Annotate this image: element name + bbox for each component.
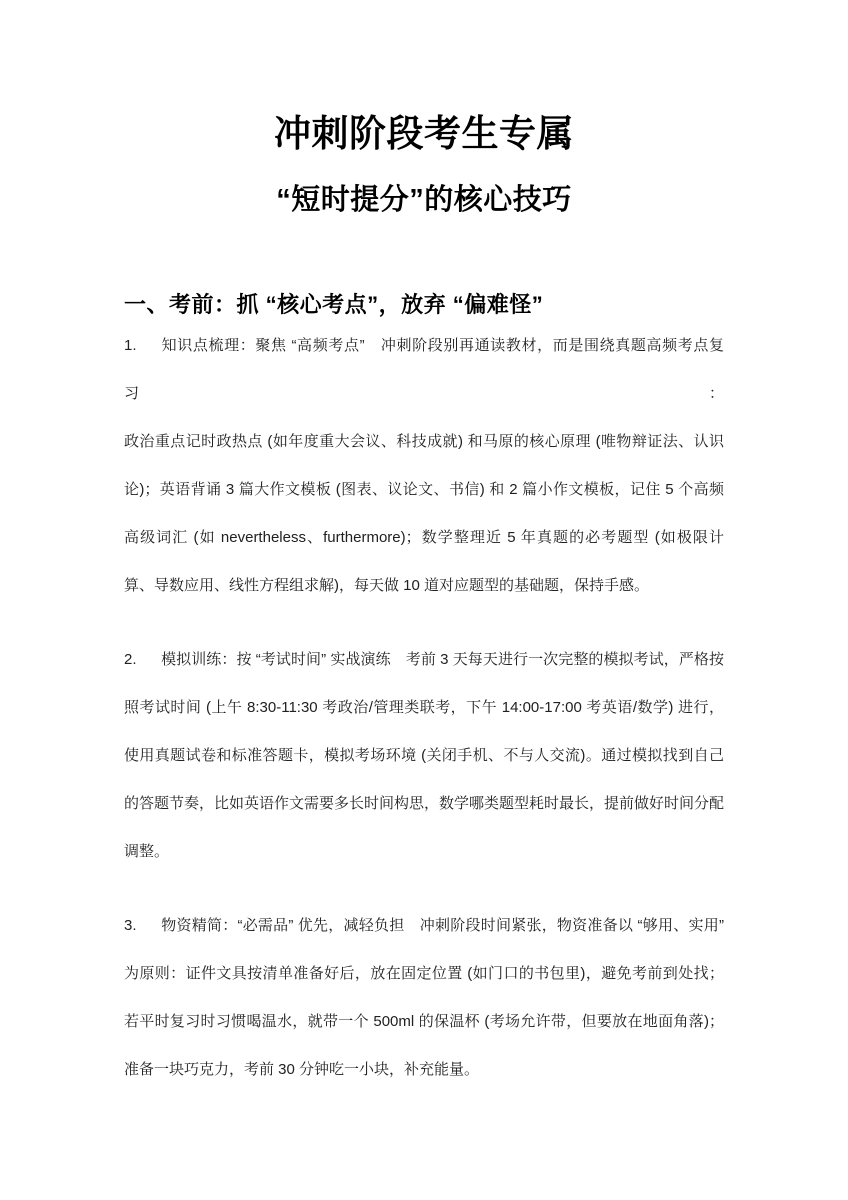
paragraph-1 [124,322,724,610]
paragraph-2 [124,636,724,876]
paragraph-line: 调整。 [124,842,170,860]
section-heading: 一、考前：抓 “核心考点”，放弃 “偏难怪” [124,291,544,317]
paragraph-line [124,902,724,950]
paragraph-line: 高级词汇 (如 nevertheless、furthermore)；数学整理近 5 年真题的必考题型 (如极限计 [124,528,724,546]
paragraph-line [124,636,724,684]
paragraph-line: 使用真题试卷和标准答题卡，模拟考场环境 (关闭手机、不与人交流)。通过模拟找到自己 [124,746,724,764]
list-number: 1. [124,336,137,354]
paragraph-line: 为原则：证件文具按清单准备好后，放在固定位置 (如门口的书包里)，避免考前到处找； [124,964,724,982]
paragraph-line: 准备一块巧克力，考前 30 分钟吃一小块，补充能量。 [124,1060,480,1078]
paragraph-line [124,322,724,418]
paragraph-line: 若平时复习时习惯喝温水，就带一个 500ml 的保温杯 (考场允许带，但要放在地面角落)； [124,1012,724,1030]
list-number: 2. [124,650,137,668]
paragraph-line: 照考试时间 (上午 8:30-11:30 考政治/管理类联考，下午 14:00-17:00 考英语/数学) 进行， [124,698,724,716]
paragraph-line: 算、导数应用、线性方程组求解)，每天做 10 道对应题型的基础题，保持手感。 [124,576,650,594]
paragraph-line: 论)；英语背诵 3 篇大作文模板 (图表、议论文、书信) 和 2 篇小作文模板，记住 5 个高频 [124,480,724,498]
paragraph-line: 的答题节奏，比如英语作文需要多长时间构思，数学哪类题型耗时最长，提前做好时间分配 [124,794,725,812]
line-text: 知识点梳理：聚焦 “高频考点” 冲刺阶段别再通读教材，而是围绕真题高频考点复习： [124,336,724,402]
line-text: 模拟训练：按 “考试时间” 实战演练 考前 3 天每天进行一次完整的模拟考试，严格按 [161,650,724,668]
paragraph-line: 政治重点记时政热点 (如年度重大会议、科技成就) 和马原的核心原理 (唯物辩证法、认识 [124,432,724,450]
line-text: 物资精简：“必需品” 优先，减轻负担 冲刺阶段时间紧张，物资准备以 “够用、实用” [161,916,724,934]
document-title: 冲刺阶段考生专属 [274,113,574,154]
list-number: 3. [124,916,137,934]
paragraph-3 [124,902,724,1094]
document-subtitle: “短时提分”的核心技巧 [276,184,572,217]
